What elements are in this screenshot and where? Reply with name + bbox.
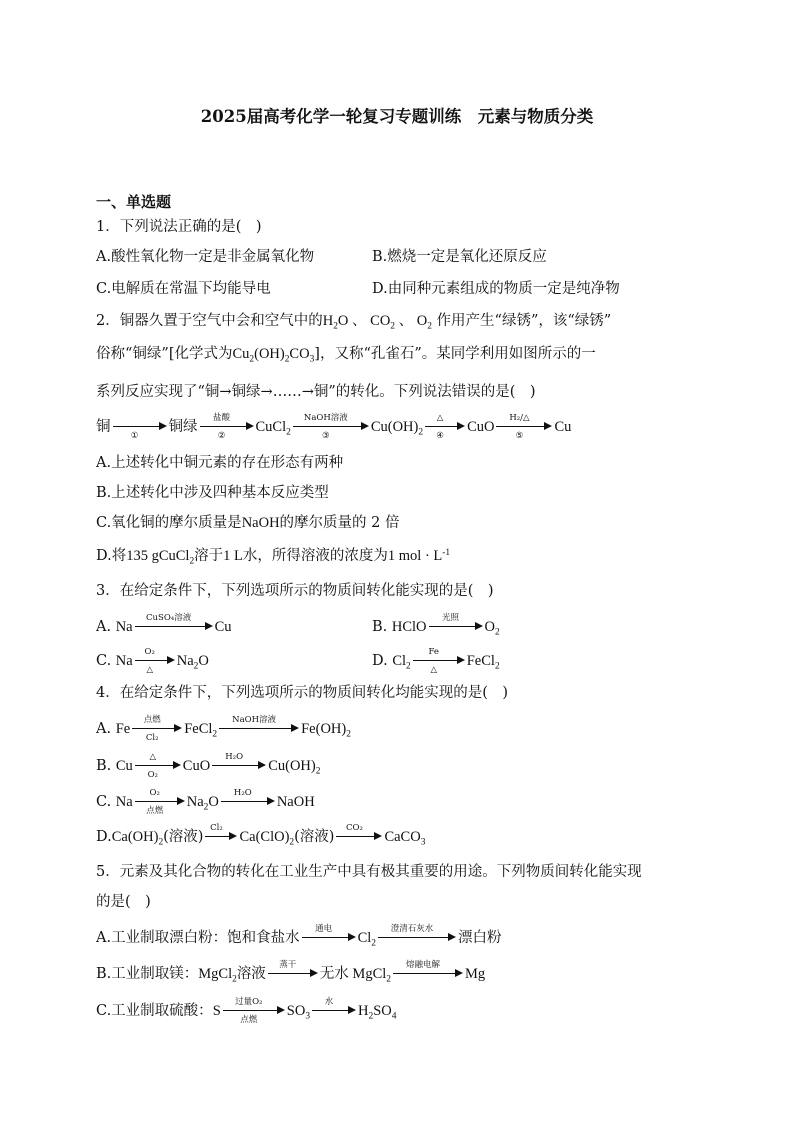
question-3-option-c: C. Na O₂ △ $Na_2O$ (96, 647, 209, 675)
question-1-stem: 1．下列说法正确的是( ) (96, 219, 262, 235)
question-4-stem: 4．在给定条件下，下列选项所示的物质间转化均能实现的是( ) (96, 685, 509, 701)
question-4-option-c: C. Na O₂ 点燃 $Na_2O$ H₂O NaOH (96, 788, 315, 816)
question-2-stem-line-1: 2．铜器久置于空气中会和空气中的$H_2O$ 、 $CO_2$ 、 $O_2$ 作用产生“绿锈”，该“绿锈” (96, 313, 612, 332)
reaction-arrow: 过量O₂ 点燃 (223, 998, 285, 1024)
reaction-arrow: CO₂ (336, 824, 382, 850)
question-2-reaction-chain: 铜 ① 铜绿 盐酸 ② CuCl$_2$ NaOH溶液 ③ $Cu(OH)_2$ △ ④ CuO H₂/△ ⑤ Cu (96, 413, 572, 441)
question-3-option-b: B. HClO 光照 $O_2$ (372, 614, 500, 640)
reaction-arrow: H₂/△ ⑤ (496, 414, 552, 440)
question-2-stem-line-3: 系列反应实现了“铜→铜绿→……→铜”的转化。下列说法错误的是( ) (96, 384, 536, 400)
question-3-stem: 3．在给定条件下，下列选项所示的物质间转化能实现的是( ) (96, 583, 494, 599)
reaction-arrow: 澄清石灰水 (378, 925, 456, 951)
reaction-arrow: H₂O (212, 753, 266, 779)
reaction-arrow: 水 (312, 998, 356, 1024)
reaction-arrow: CuSO₄溶液 (135, 614, 213, 640)
question-4-option-b: B. Cu △ O₂ CuO H₂O $Cu(OH)_2$ (96, 752, 321, 780)
reaction-arrow: ① (113, 414, 167, 440)
question-5-option-c: C.工业制取硫酸：S 过量O₂ 点燃 $SO_3$ 水 $H_2SO_4$ (96, 997, 397, 1025)
reaction-arrow: NaOH溶液 (219, 716, 299, 742)
reaction-arrow: NaOH溶液 ③ (293, 414, 369, 440)
reaction-arrow: O₂ 点燃 (135, 789, 185, 815)
question-1-option-d: D.由同种元素组成的物质一定是纯净物 (372, 281, 620, 297)
reaction-arrow: 熔融电解 (393, 961, 463, 987)
question-1-option-c: C.电解质在常温下均能导电 (96, 281, 271, 297)
reaction-arrow: Cl₂ (205, 824, 237, 850)
reaction-arrow: 光照 (429, 614, 483, 640)
question-3-option-a: A. Na CuSO₄溶液 Cu (96, 614, 232, 640)
question-2-option-b: B.上述转化中涉及四种基本反应类型 (96, 485, 329, 501)
reaction-arrow: 盐酸 ② (200, 414, 254, 440)
reaction-arrow: △ O₂ (135, 753, 181, 779)
question-5-option-a: A.工业制取漂白粉：饱和食盐水 通电 $Cl_2$ 澄清石灰水 漂白粉 (96, 925, 502, 951)
question-3-option-d: D. $Cl_2$ Fe △ FeCl$_2$ (372, 647, 500, 675)
question-2-option-c: C.氧化铜的摩尔质量是NaOH的摩尔质量的 2 倍 (96, 515, 400, 531)
question-2-stem-line-2: 俗称“铜绿”[化学式为$Cu_2(OH)_2CO_3$]，又称“孔雀石”。某同学利用如图所示的一 (96, 346, 596, 365)
page-title: 2025届高考化学一轮复习专题训练 元素与物质分类 (200, 107, 594, 126)
question-4-option-d: $D.Ca(OH)_2$(溶液) Cl₂ $Ca(ClO)_2$(溶液) CO₂ CaCO$_3$ (96, 824, 425, 850)
question-5-stem-line-2: 的是( ) (96, 894, 151, 910)
question-1-option-a: A.酸性氧化物一定是非金属氧化物 (96, 249, 315, 265)
question-5-option-b: B.工业制取镁：MgCl$_2$溶液 蒸干 无水 MgCl$_2$ 熔融电解 Mg (96, 961, 485, 987)
reaction-arrow: 点燃 Cl₂ (132, 716, 182, 742)
question-4-option-a: A. Fe 点燃 Cl₂ FeCl$_2$ NaOH溶液 $Fe(OH)_2$ (96, 715, 351, 743)
question-5-stem-line-1: 5．元素及其化合物的转化在工业生产中具有极其重要的用途。下列物质间转化能实现 (96, 864, 642, 880)
reaction-arrow: O₂ △ (135, 648, 175, 674)
reaction-arrow: Fe △ (413, 648, 465, 674)
question-2-option-d: D.将135 gCuCl$_2$溶于1 L水，所得溶液的浓度为1 mol · $L^{-1}$ (96, 547, 451, 567)
question-2-option-a: A.上述转化中铜元素的存在形态有两种 (96, 455, 344, 471)
reaction-arrow: 通电 (302, 925, 356, 951)
reaction-arrow: △ ④ (425, 414, 465, 440)
section-heading: 一、单选题 (96, 193, 172, 211)
reaction-arrow: 蒸干 (268, 961, 318, 987)
question-1-option-b: B.燃烧一定是氧化还原反应 (372, 249, 547, 265)
reaction-arrow: H₂O (221, 789, 275, 815)
